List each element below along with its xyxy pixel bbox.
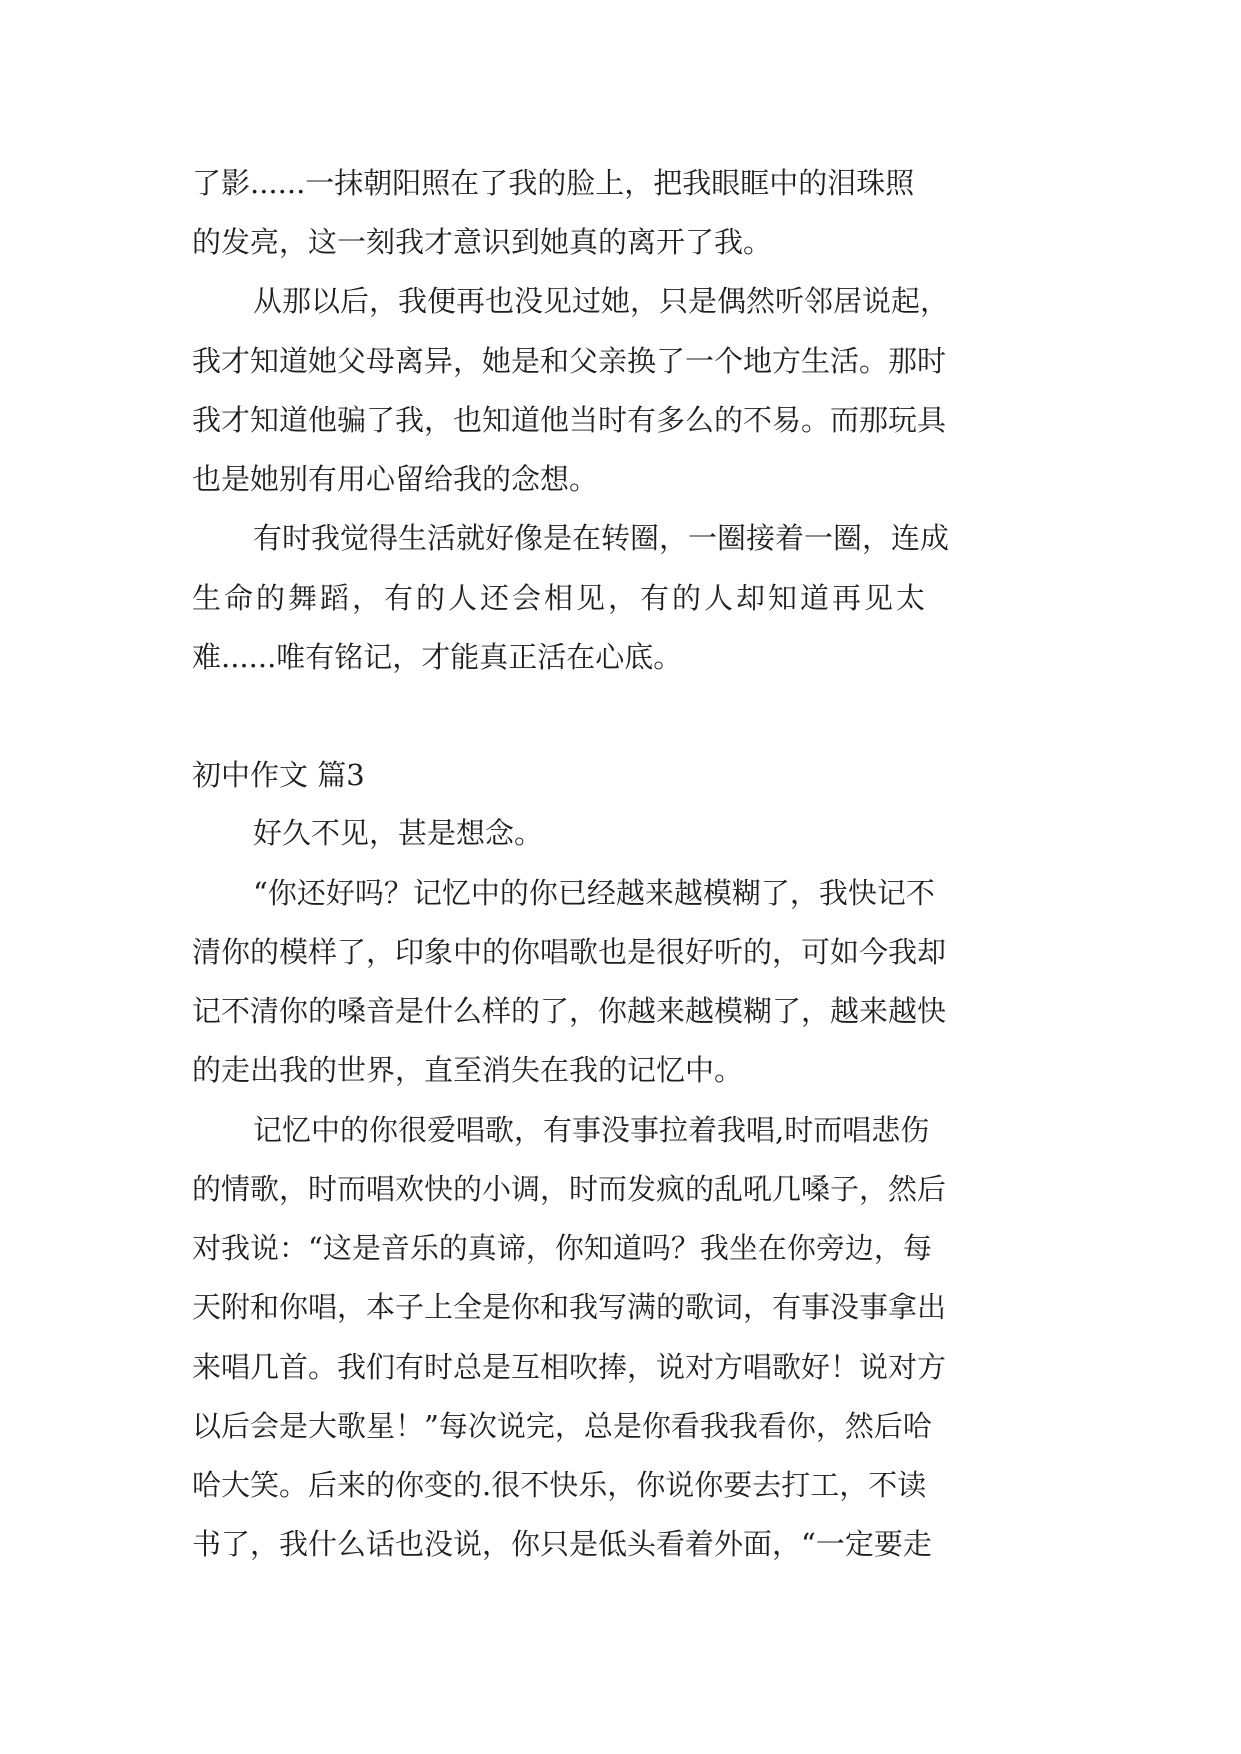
paragraph-line: 对我说：“这是音乐的真谛，你知道吗？我坐在你旁边，每 <box>192 1231 932 1265</box>
paragraph-line: 我才知道他骗了我，也知道他当时有多么的不易。而那玩具 <box>192 403 947 437</box>
paragraph-line: 的发亮，这一刻我才意识到她真的离开了我。 <box>192 225 773 259</box>
paragraph-line: 好久不见，甚是想念。 <box>253 816 544 850</box>
paragraph-line: 的情歌，时而唱欢快的小调，时而发疯的乱吼几嗓子，然后 <box>192 1172 947 1206</box>
paragraph-line: “你还好吗？记忆中的你已经越来越模糊了，我快记不 <box>253 876 935 910</box>
paragraph-line: 我才知道她父母离异，她是和父亲换了一个地方生活。那时 <box>192 344 947 378</box>
section-heading: 初中作文 篇3 <box>192 758 365 792</box>
paragraph-line: 书了，我什么话也没说，你只是低头看着外面，“一定要走 <box>192 1527 932 1561</box>
paragraph-line: 也是她别有用心留给我的念想。 <box>192 462 599 496</box>
paragraph-line: 有时我觉得生活就好像是在转圈，一圈接着一圈，连成 <box>253 521 950 555</box>
paragraph-line: 的走出我的世界，直至消失在我的记忆中。 <box>192 1053 744 1087</box>
paragraph-line: 来唱几首。我们有时总是互相吹捧，说对方唱歌好！说对方 <box>192 1350 947 1384</box>
paragraph-line: 记忆中的你很爱唱歌，有事没事拉着我唱,时而唱悲伤 <box>253 1113 930 1147</box>
paragraph-line: 难......唯有铭记，才能真正活在心底。 <box>192 640 683 674</box>
paragraph-line: 天附和你唱，本子上全是你和我写满的歌词，有事没事拿出 <box>192 1290 947 1324</box>
paragraph-line: 哈大笑。后来的你变的.很不快乐，你说你要去打工，不读 <box>192 1468 927 1502</box>
paragraph-line: 清你的模样了，印象中的你唱歌也是很好听的，可如今我却 <box>192 935 947 969</box>
paragraph-line: 生命的舞蹈，有的人还会相见，有的人却知道再见太 <box>192 581 929 615</box>
paragraph-line: 记不清你的嗓音是什么样的了，你越来越模糊了，越来越快 <box>192 994 947 1028</box>
paragraph-line: 以后会是大歌星！”每次说完，总是你看我我看你，然后哈 <box>192 1409 932 1443</box>
paragraph-line: 从那以后，我便再也没见过她，只是偶然听邻居说起， <box>253 284 950 318</box>
paragraph-line: 了影......一抹朝阳照在了我的脸上，把我眼眶中的泪珠照 <box>192 166 915 200</box>
